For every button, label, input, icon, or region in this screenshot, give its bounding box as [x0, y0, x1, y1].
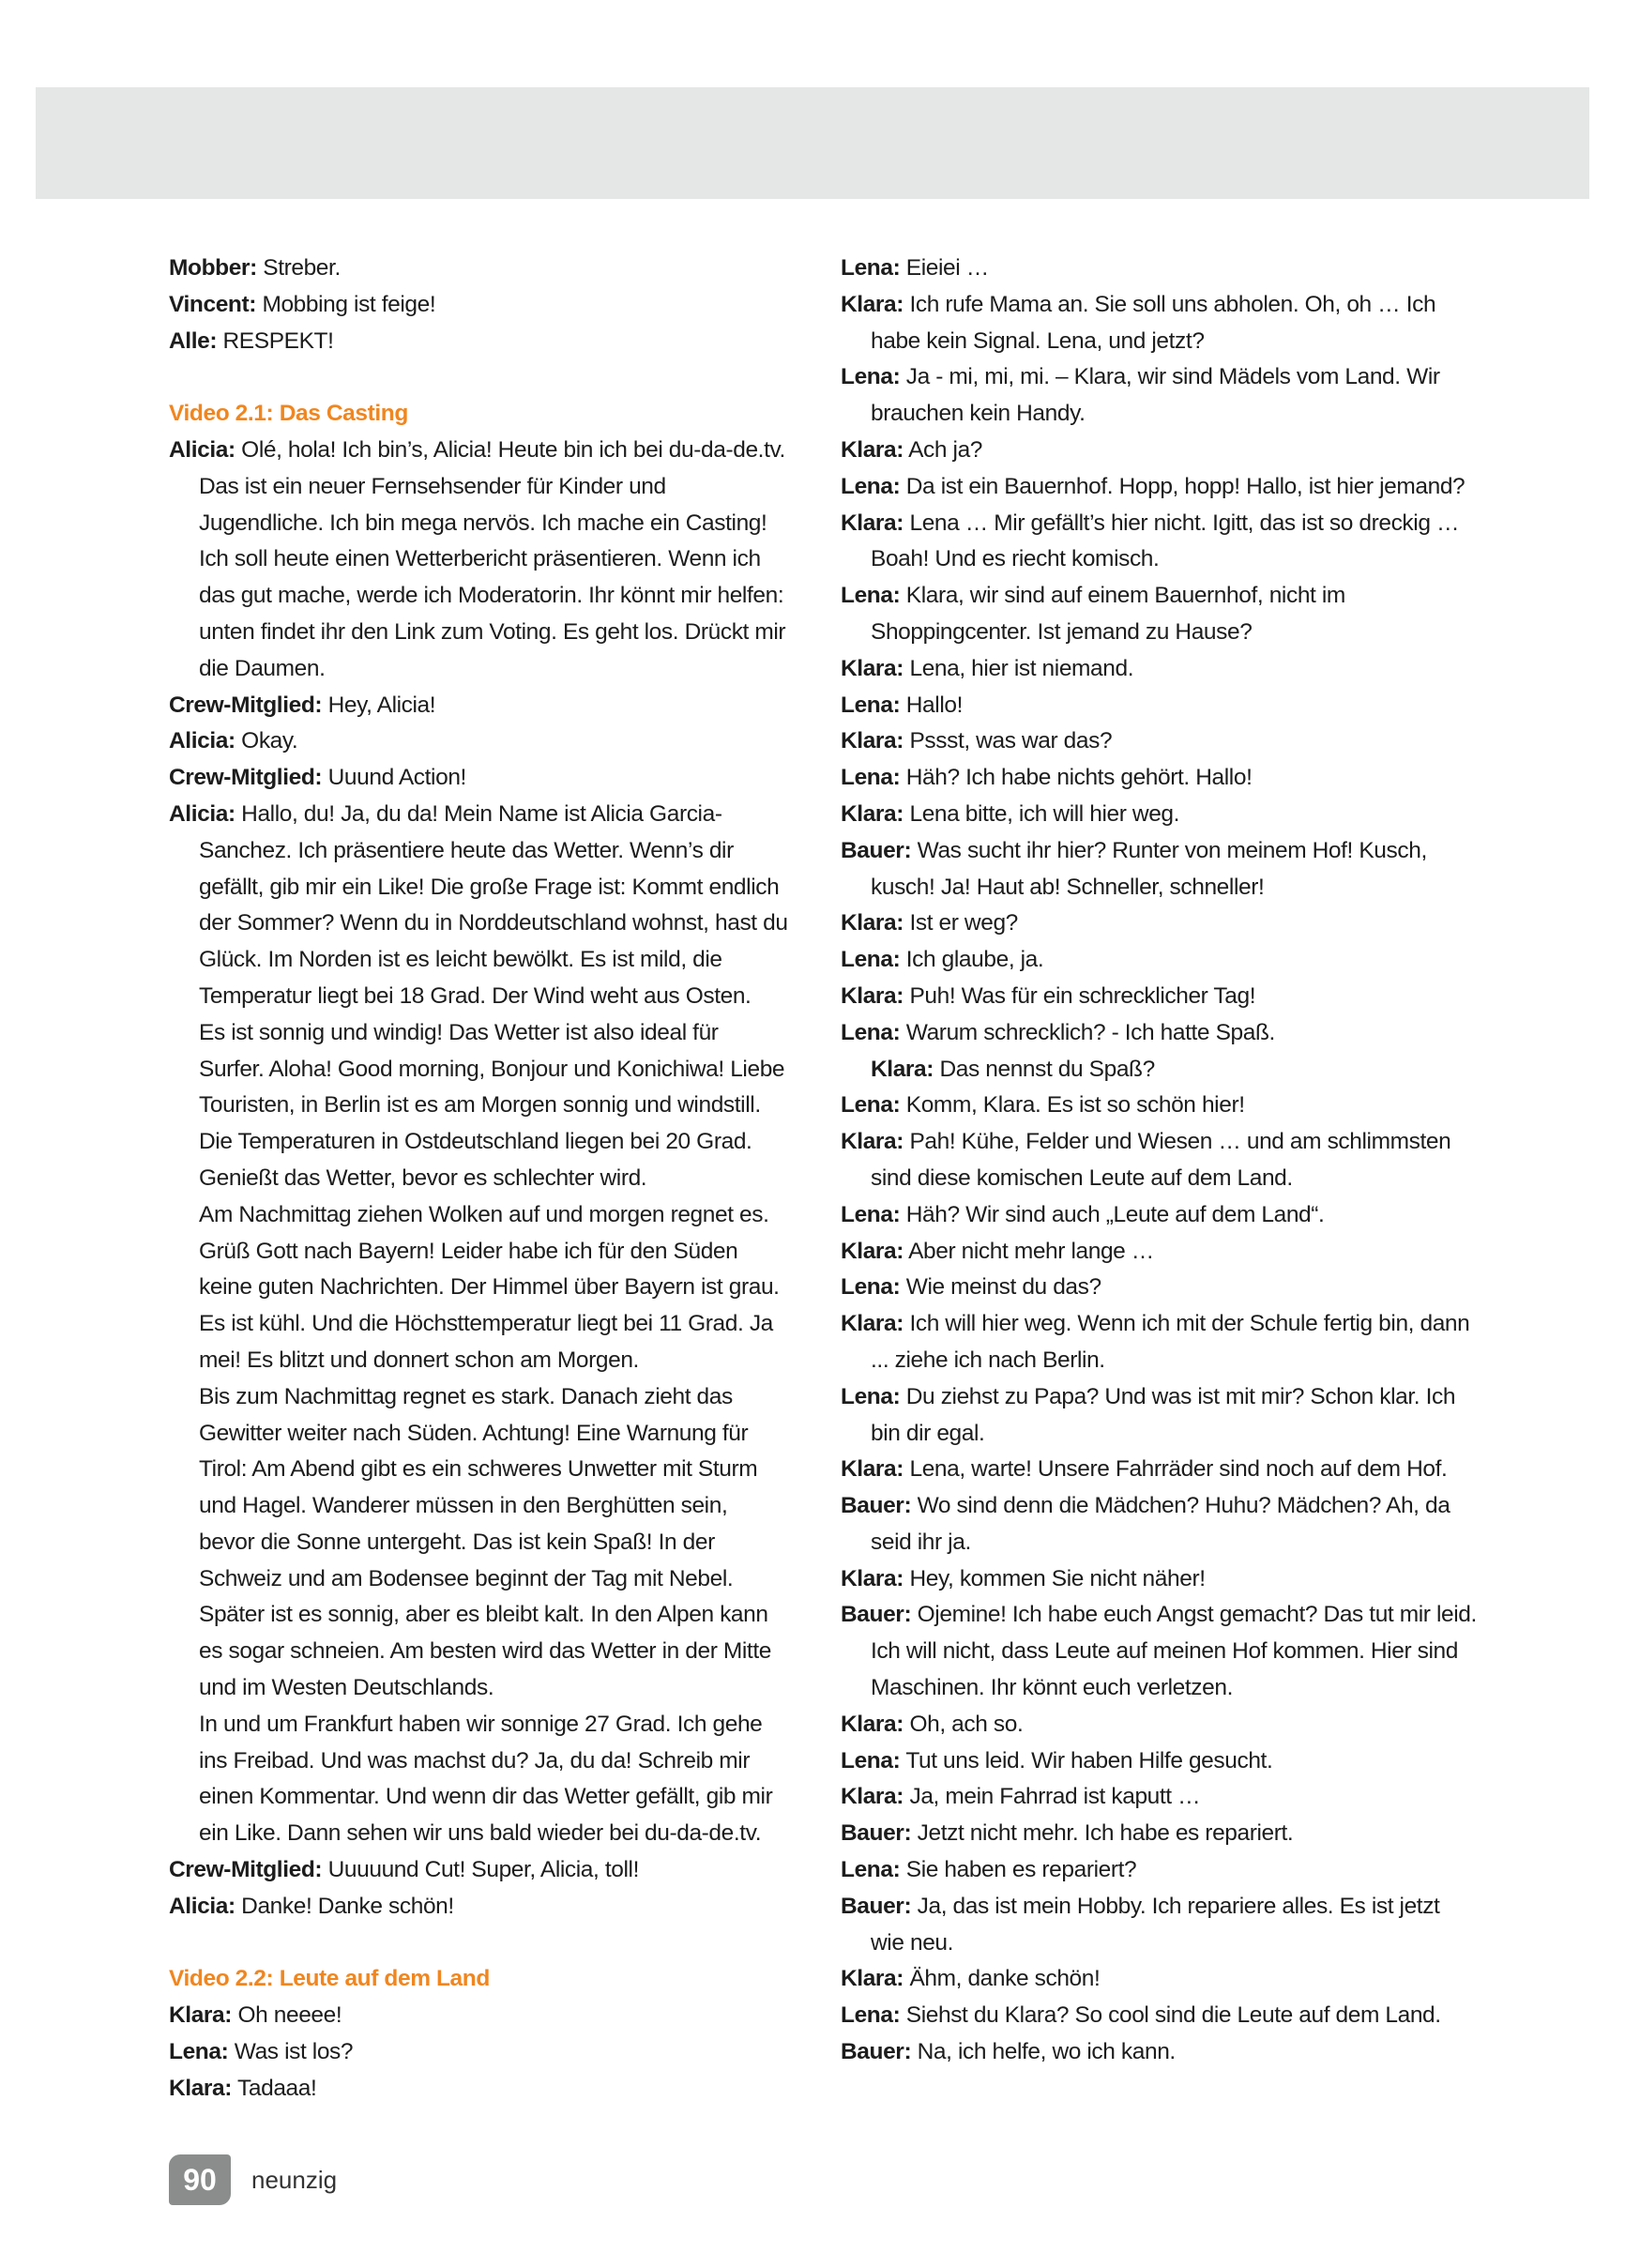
dialogue-line — [841, 1197, 1479, 1234]
speaker-name: Lena: — [841, 1383, 901, 1409]
dialogue-text: Puh! Was für ein schrecklicher Tag! — [909, 982, 1256, 1009]
dialogue-continuation — [169, 1197, 788, 1379]
dialogue-text: Komm, Klara. Es ist so schön hier! — [905, 1092, 1245, 1119]
dialogue-text: Oh neeee! — [237, 2002, 342, 2029]
dialogue-line — [841, 942, 1479, 979]
dialogue-line — [841, 2034, 1479, 2071]
dialogue-line — [169, 287, 788, 324]
dialogue-line — [841, 1597, 1479, 1706]
dialogue-line — [841, 1779, 1479, 1816]
speaker-name: Klara: — [841, 800, 904, 827]
dialogue-text: Lena … Mir gefällt’s hier nicht. Igitt, das ist so dreckig … Boah! Und es riecht komisch. — [871, 510, 1460, 572]
dialogue-line — [169, 2034, 788, 2071]
dialogue-text: Olé, hola! Ich bin’s, Alicia! Heute bin ich bei du-da-de.tv. Das ist ein neuer Fernsehsender für Kinder und Jugendliche. Ich bin mega nervös. Ich mache ein Casting! Ich soll heute einen Wetterbericht präsentieren. Wenn ich das gut mache, werde ich Moderatorin. Ihr könnt mir helfen: unten findet ihr den Link zum Voting. Es geht los. Drückt mir die Daumen. — [199, 436, 786, 681]
dialogue-text: Ja - mi, mi, mi. – Klara, wir sind Mädels vom Land. Wir brauchen kein Handy. — [871, 364, 1440, 427]
dialogue-text: Hey, kommen Sie nicht näher! — [909, 1565, 1206, 1591]
dialogue-line — [841, 1816, 1479, 1852]
speaker-name: Lena: — [841, 1201, 901, 1227]
dialogue-line — [841, 797, 1479, 833]
speaker-name: Vincent: — [169, 291, 257, 317]
dialogue-text: Uuuuund Cut! Super, Alicia, toll! — [327, 1857, 639, 1883]
speaker-name: Alicia: — [169, 436, 235, 463]
dialogue-text: Danke! Danke schön! — [241, 1893, 454, 1919]
speaker-name: Bauer: — [841, 1493, 912, 1519]
dialogue-text: Mobbing ist feige! — [262, 291, 436, 317]
dialogue-text: Wo sind denn die Mädchen? Huhu? Mädchen? Ah, da seid ihr ja. — [871, 1493, 1450, 1555]
speaker-name: Crew-Mitglied: — [169, 1857, 323, 1883]
dialogue-line — [841, 1270, 1479, 1306]
speaker-name: Lena: — [841, 255, 901, 281]
speaker-name: Klara: — [841, 1565, 904, 1591]
speaker-name: Alicia: — [169, 800, 235, 827]
dialogue-text: Hey, Alicia! — [327, 692, 436, 718]
dialogue-line — [841, 1306, 1479, 1379]
speaker-name: Lena: — [169, 2039, 229, 2065]
speaker-name: Klara: — [841, 982, 904, 1009]
dialogue-text: RESPEKT! — [222, 327, 334, 354]
left-column — [169, 251, 788, 2108]
dialogue-line — [841, 359, 1479, 433]
dialogue-text: Jetzt nicht mehr. Ich habe es repariert. — [917, 1820, 1294, 1847]
speaker-name: Klara: — [841, 1966, 904, 1992]
dialogue-line — [841, 1998, 1479, 2034]
dialogue-line — [841, 1488, 1479, 1561]
speaker-name: Alicia: — [169, 1893, 235, 1919]
dialogue-text: Ja, das ist mein Hobby. Ich repariere alles. Es ist jetzt wie neu. — [871, 1893, 1440, 1956]
speaker-name: Crew-Mitglied: — [169, 692, 323, 718]
dialogue-line — [841, 506, 1479, 579]
speaker-name: Klara: — [841, 1129, 904, 1155]
dialogue-text: Tadaaa! — [237, 2075, 317, 2101]
dialogue-text: Tut uns leid. Wir haben Hilfe gesucht. — [905, 1747, 1273, 1773]
speaker-name: Alle: — [169, 327, 218, 354]
dialogue-line — [169, 760, 788, 797]
dialogue-line — [841, 979, 1479, 1015]
speaker-name: Lena: — [841, 1274, 901, 1301]
dialogue-line — [841, 433, 1479, 469]
dialogue-line — [841, 1889, 1479, 1962]
dialogue-line — [841, 287, 1479, 360]
dialogue-line — [841, 1743, 1479, 1780]
dialogue-text: Na, ich helfe, wo ich kann. — [917, 2039, 1176, 2065]
dialogue-text: Warum schrecklich? - Ich hatte Spaß. — [905, 1019, 1275, 1045]
dialogue-text: Ich will hier weg. Wenn ich mit der Schule fertig bin, dann ... ziehe ich nach Berlin. — [871, 1311, 1470, 1373]
dialogue-text: Ich rufe Mama an. Sie soll uns abholen. Oh, oh … Ich habe kein Signal. Lena, und jetzt? — [871, 291, 1436, 354]
speaker-name: Bauer: — [841, 1820, 912, 1847]
dialogue-line — [841, 1088, 1479, 1124]
dialogue-line — [841, 1379, 1479, 1453]
section-heading: Video 2.2: Leute auf dem Land — [169, 1966, 490, 1992]
dialogue-text: Ähm, danke schön! — [909, 1966, 1101, 1992]
dialogue-text: Es ist sonnig und windig! Das Wetter ist also ideal für Surfer. Aloha! Good morning, Bonjour und Konichiwa! Liebe Touristen, in Berlin ist es am Morgen sonnig und windstill. Die Temperaturen in Ostdeutschland liegen bei 20 Grad. Genießt das Wetter, bevor es schlechter wird. — [199, 1019, 785, 1191]
section-spacer — [169, 359, 788, 396]
dialogue-text: Pssst, was war das? — [909, 728, 1113, 754]
dialogue-line — [169, 1998, 788, 2034]
dialogue-text: Ach ja? — [908, 436, 983, 463]
dialogue-line — [841, 469, 1479, 506]
dialogue-line — [841, 1852, 1479, 1889]
speaker-name: Klara: — [169, 2002, 233, 2029]
dialogue-text: In und um Frankfurt haben wir sonnige 27 Grad. Ich gehe ins Freibad. Und was machst du? Ja, du da! Schreib mir einen Kommentar. Und wenn dir das Wetter gefällt, gib mir ein Like. Dann sehen wir uns bald wieder bei du-da-de.tv. — [199, 1711, 773, 1847]
dialogue-text: Oh, ach so. — [909, 1711, 1024, 1737]
dialogue-text: Pah! Kühe, Felder und Wiesen … und am schlimmsten sind diese komischen Leute auf dem Land. — [871, 1129, 1451, 1191]
dialogue-continuation — [169, 1379, 788, 1707]
dialogue-line — [169, 251, 788, 287]
dialogue-line — [841, 1561, 1479, 1598]
speaker-name: Klara: — [841, 436, 904, 463]
speaker-name: Lena: — [841, 473, 901, 499]
dialogue-line — [841, 1124, 1479, 1197]
dialogue-continuation — [169, 1707, 788, 1852]
dialogue-line — [169, 324, 788, 360]
speaker-name: Klara: — [841, 1311, 904, 1337]
dialogue-text: Was ist los? — [234, 2039, 354, 2065]
dialogue-text: Lena bitte, ich will hier weg. — [909, 800, 1180, 827]
dialogue-line — [841, 760, 1479, 797]
dialogue-text: Ja, mein Fahrrad ist kaputt … — [909, 1784, 1201, 1810]
dialogue-text: Ist er weg? — [909, 910, 1018, 936]
speaker-name: Bauer: — [841, 1602, 912, 1628]
dialogue-line — [841, 1707, 1479, 1743]
speaker-name: Klara: — [841, 510, 904, 536]
dialogue-text: Siehst du Klara? So cool sind die Leute auf dem Land. — [905, 2002, 1441, 2029]
dialogue-text: Uuund Action! — [327, 765, 466, 791]
dialogue-line — [841, 906, 1479, 942]
dialogue-text: Ich glaube, ja. — [905, 947, 1044, 973]
speaker-name: Klara: — [841, 655, 904, 681]
speaker-name: Klara: — [841, 1784, 904, 1810]
dialogue-line — [169, 1889, 788, 1926]
dialogue-text: Wie meinst du das? — [905, 1274, 1101, 1301]
speaker-name: Lena: — [841, 1747, 901, 1773]
dialogue-line — [841, 1015, 1479, 1052]
dialogue-text: Aber nicht mehr lange … — [908, 1238, 1154, 1264]
speaker-name: Klara: — [871, 1056, 934, 1082]
speaker-name: Lena: — [841, 1092, 901, 1119]
speaker-name: Lena: — [841, 364, 901, 390]
page-number: 90 — [169, 2154, 231, 2205]
speaker-name: Alicia: — [169, 728, 235, 754]
dialogue-line — [841, 833, 1479, 906]
dialogue-line — [841, 651, 1479, 688]
dialogue-text: Okay. — [241, 728, 298, 754]
dialogue-text: Häh? Ich habe nichts gehört. Hallo! — [905, 765, 1253, 791]
speaker-name: Lena: — [841, 1857, 901, 1883]
speaker-name: Bauer: — [841, 2039, 912, 2065]
speaker-name: Klara: — [841, 1456, 904, 1483]
dialogue-text: Ojemine! Ich habe euch Angst gemacht? Das tut mir leid. Ich will nicht, dass Leute auf meinen Hof kommen. Hier sind Maschinen. Ihr könnt euch verletzen. — [871, 1602, 1477, 1701]
dialogue-text: Das nennst du Spaß? — [939, 1056, 1155, 1082]
dialogue-text: Streber. — [263, 255, 341, 281]
speaker-name: Crew-Mitglied: — [169, 765, 323, 791]
dialogue-line — [841, 723, 1479, 760]
dialogue-text: Klara, wir sind auf einem Bauernhof, nicht im Shoppingcenter. Ist jemand zu Hause? — [871, 583, 1345, 645]
speaker-name: Klara: — [841, 1711, 904, 1737]
dialogue-text: Da ist ein Bauernhof. Hopp, hopp! Hallo, ist hier jemand? — [905, 473, 1466, 499]
dialogue-line — [841, 578, 1479, 651]
dialogue-continuation — [169, 1015, 788, 1197]
speaker-name: Lena: — [841, 692, 901, 718]
dialogue-line — [169, 723, 788, 760]
speaker-name: Klara: — [841, 291, 904, 317]
section-spacer — [169, 1926, 788, 1962]
dialogue-line — [841, 251, 1479, 287]
page-footer — [169, 2154, 337, 2206]
speaker-name: Klara: — [841, 910, 904, 936]
dialogue-text: Häh? Wir sind auch „Leute auf dem Land“. — [905, 1201, 1325, 1227]
speaker-name: Bauer: — [841, 1893, 912, 1919]
right-column — [841, 251, 1479, 2071]
dialogue-text: Was sucht ihr hier? Runter von meinem Hof! Kusch, kusch! Ja! Haut ab! Schneller, schneller! — [871, 837, 1427, 900]
speaker-name: Klara: — [841, 728, 904, 754]
dialogue-line — [841, 1052, 1479, 1088]
dialogue-text: Hallo, du! Ja, du da! Mein Name ist Alicia Garcia-Sanchez. Ich präsentiere heute das Wetter. Wenn’s dir gefällt, gib mir ein Like! Die große Frage ist: Kommt endlich der Sommer? Wenn du in Norddeutschland wohnst, hast du Glück. Im Norden ist es leicht bewölkt. Es ist mild, die Temperatur liegt bei 18 Grad. Der Wind weht aus Osten. — [199, 800, 788, 1009]
speaker-name: Lena: — [841, 583, 901, 609]
header-band — [36, 87, 1589, 199]
dialogue-line — [841, 1961, 1479, 1998]
speaker-name: Lena: — [841, 2002, 901, 2029]
dialogue-line — [841, 1234, 1479, 1271]
speaker-name: Mobber: — [169, 255, 257, 281]
speaker-name: Lena: — [841, 947, 901, 973]
dialogue-text: Eieiei … — [905, 255, 989, 281]
page-number-word: neunzig — [251, 2165, 338, 2194]
dialogue-line — [169, 797, 788, 1015]
dialogue-text: Du ziehst zu Papa? Und was ist mit mir? Schon klar. Ich bin dir egal. — [871, 1383, 1456, 1446]
dialogue-line — [169, 2071, 788, 2108]
dialogue-line — [841, 688, 1479, 724]
dialogue-line — [169, 433, 788, 688]
dialogue-text: Sie haben es repariert? — [905, 1857, 1137, 1883]
speaker-name: Bauer: — [841, 837, 912, 863]
speaker-name: Lena: — [841, 765, 901, 791]
speaker-name: Klara: — [169, 2075, 233, 2101]
dialogue-line — [841, 1452, 1479, 1488]
speaker-name: Klara: — [841, 1238, 904, 1264]
dialogue-text: Bis zum Nachmittag regnet es stark. Danach zieht das Gewitter weiter nach Süden. Achtung! Eine Warnung für Tirol: Am Abend gibt es ein schweres Unwetter mit Sturm und Hagel. Wanderer müssen in den Berghütten sein, bevor die Sonne untergeht. Das ist kein Spaß! In der Schweiz und am Bodensee beginnt der Tag mit Nebel. Später ist es sonnig, aber es bleibt kalt. In den Alpen kann es sogar schneien. Am besten wird das Wetter in der Mitte und im Westen Deutschlands. — [199, 1383, 771, 1701]
dialogue-text: Lena, hier ist niemand. — [909, 655, 1134, 681]
section-heading: Video 2.1: Das Casting — [169, 401, 408, 427]
dialogue-line — [169, 1852, 788, 1889]
dialogue-line — [169, 688, 788, 724]
speaker-name: Lena: — [841, 1019, 901, 1045]
dialogue-text: Am Nachmittag ziehen Wolken auf und morgen regnet es. Grüß Gott nach Bayern! Leider habe ich für den Süden keine guten Nachrichten. Der Himmel über Bayern ist grau. Es ist kühl. Und die Höchsttemperatur liegt bei 11 Grad. Ja mei! Es blitzt und donnert schon am Morgen. — [199, 1201, 780, 1373]
dialogue-text: Lena, warte! Unsere Fahrräder sind noch auf dem Hof. — [909, 1456, 1448, 1483]
dialogue-text: Hallo! — [905, 692, 964, 718]
